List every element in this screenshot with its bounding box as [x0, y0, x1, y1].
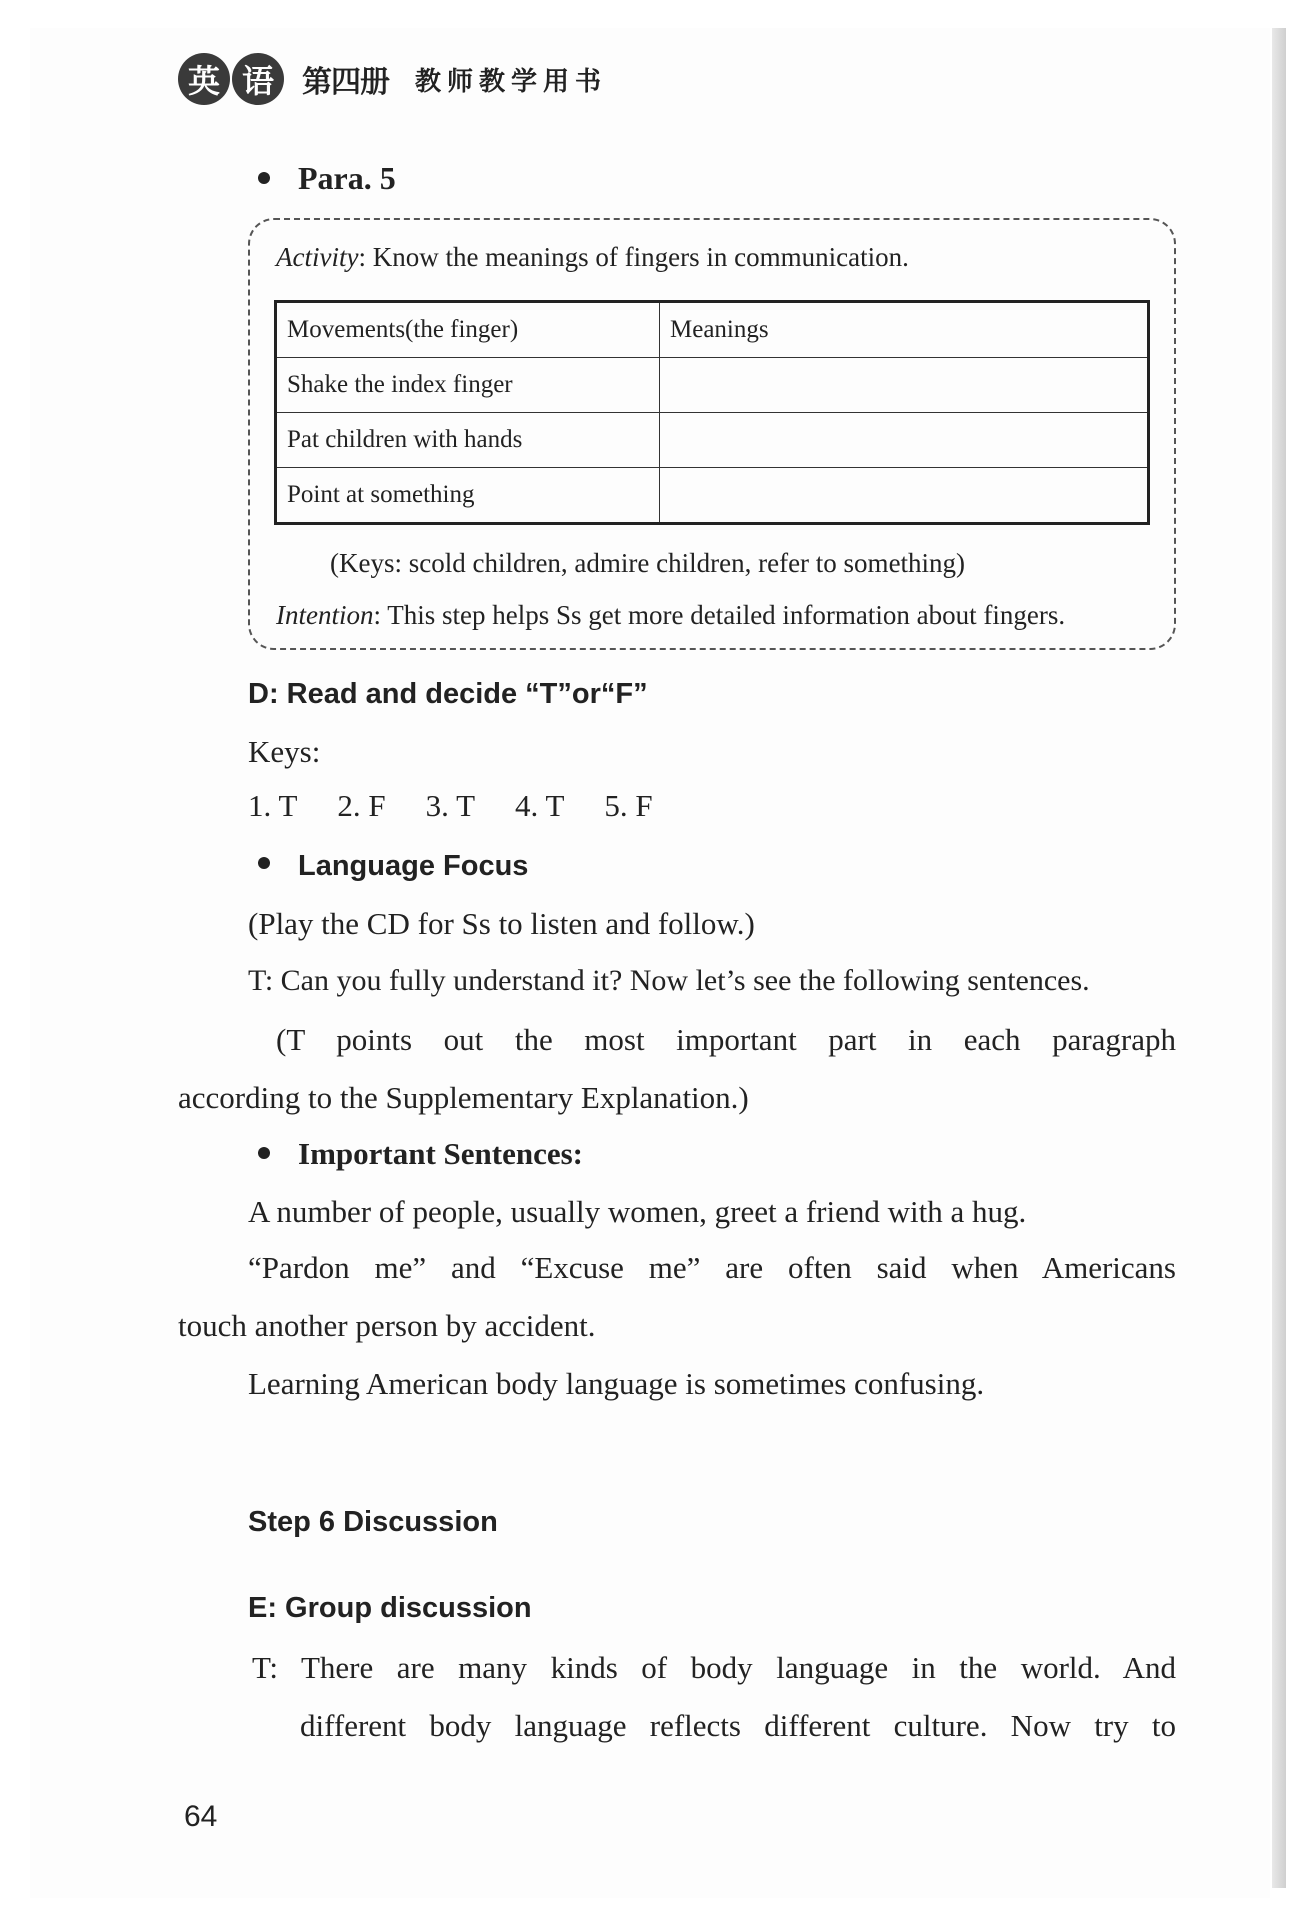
header-char-circle-2: 语 — [232, 53, 284, 105]
language-focus-line4: according to the Supplementary Explanation.) — [178, 1080, 749, 1115]
section-d-keys-label: Keys: — [248, 734, 321, 769]
intention-text: : This step helps Ss get more detailed information about fingers. — [373, 600, 1066, 630]
language-focus-line3: (T points out the most important part in each paragraph — [276, 1022, 1176, 1057]
bullet-icon — [258, 172, 270, 184]
important-sentence-3: Learning American body language is sometimes confusing. — [248, 1366, 985, 1401]
answer-item: 2. F — [337, 788, 386, 823]
table-cell: Shake the index finger — [276, 358, 660, 413]
book-spine-shadow — [1272, 28, 1286, 1888]
table-header-movements: Movements(the finger) — [276, 302, 660, 358]
language-focus-heading — [258, 850, 528, 883]
table-row — [276, 358, 1149, 413]
answer-item: 1. T — [248, 788, 298, 823]
important-sentence-1: A number of people, usually women, greet a friend with a hug. — [248, 1194, 1027, 1229]
important-sentence-2a: “Pardon me” and “Excuse me” are often said when Americans — [248, 1250, 1176, 1285]
intention-label: Intention — [276, 600, 374, 630]
bullet-icon — [258, 1147, 270, 1159]
table-cell — [660, 468, 1149, 524]
table-cell — [660, 413, 1149, 468]
intention-line — [276, 600, 1065, 631]
step6-heading: Step 6 Discussion — [248, 1506, 498, 1538]
section-d-answers — [248, 788, 653, 824]
header-char-circle-1: 英 — [178, 53, 230, 105]
table-header-meanings: Meanings — [660, 302, 1149, 358]
language-focus-line2: T: Can you fully understand it? Now let’s see the following sentences. — [248, 964, 1090, 997]
step6-line1: T: There are many kinds of body language in the world. And — [252, 1650, 1176, 1685]
activity-line — [276, 242, 909, 273]
answer-item: 5. F — [604, 788, 653, 823]
step6-sub-heading: E: Group discussion — [248, 1592, 532, 1624]
table-cell — [660, 358, 1149, 413]
step6-line2: different body language reflects different culture. Now try to — [300, 1708, 1176, 1743]
section-d-heading: D: Read and decide “T”or“F” — [248, 678, 648, 710]
important-sentence-2b: touch another person by accident. — [178, 1308, 596, 1343]
table-row — [276, 413, 1149, 468]
para5-heading — [258, 160, 396, 197]
answer-item: 3. T — [425, 788, 476, 823]
header-book-title: 教师教学用书 — [415, 66, 608, 97]
language-focus-line1: (Play the CD for Ss to listen and follow.) — [248, 906, 755, 941]
para5-heading-text: Para. 5 — [298, 160, 396, 196]
activity-label: Activity — [276, 242, 359, 272]
page-number: 64 — [184, 1800, 218, 1833]
bullet-icon — [258, 857, 270, 869]
para5-keys: (Keys: scold children, admire children, refer to something) — [330, 548, 966, 578]
answer-item: 4. T — [515, 788, 565, 823]
header-volume: 第四册 — [302, 65, 389, 100]
language-focus-heading-text: Language Focus — [298, 850, 529, 882]
table-cell: Point at something — [276, 468, 660, 524]
activity-text: : Know the meanings of fingers in communication. — [358, 242, 909, 272]
finger-meanings-table — [274, 300, 1150, 525]
table-header-row — [276, 302, 1149, 358]
important-sentences-heading — [258, 1136, 583, 1172]
table-cell: Pat children with hands — [276, 413, 660, 468]
table-row — [276, 468, 1149, 524]
running-header — [178, 52, 607, 106]
important-sentences-heading-text: Important Sentences: — [298, 1136, 583, 1171]
